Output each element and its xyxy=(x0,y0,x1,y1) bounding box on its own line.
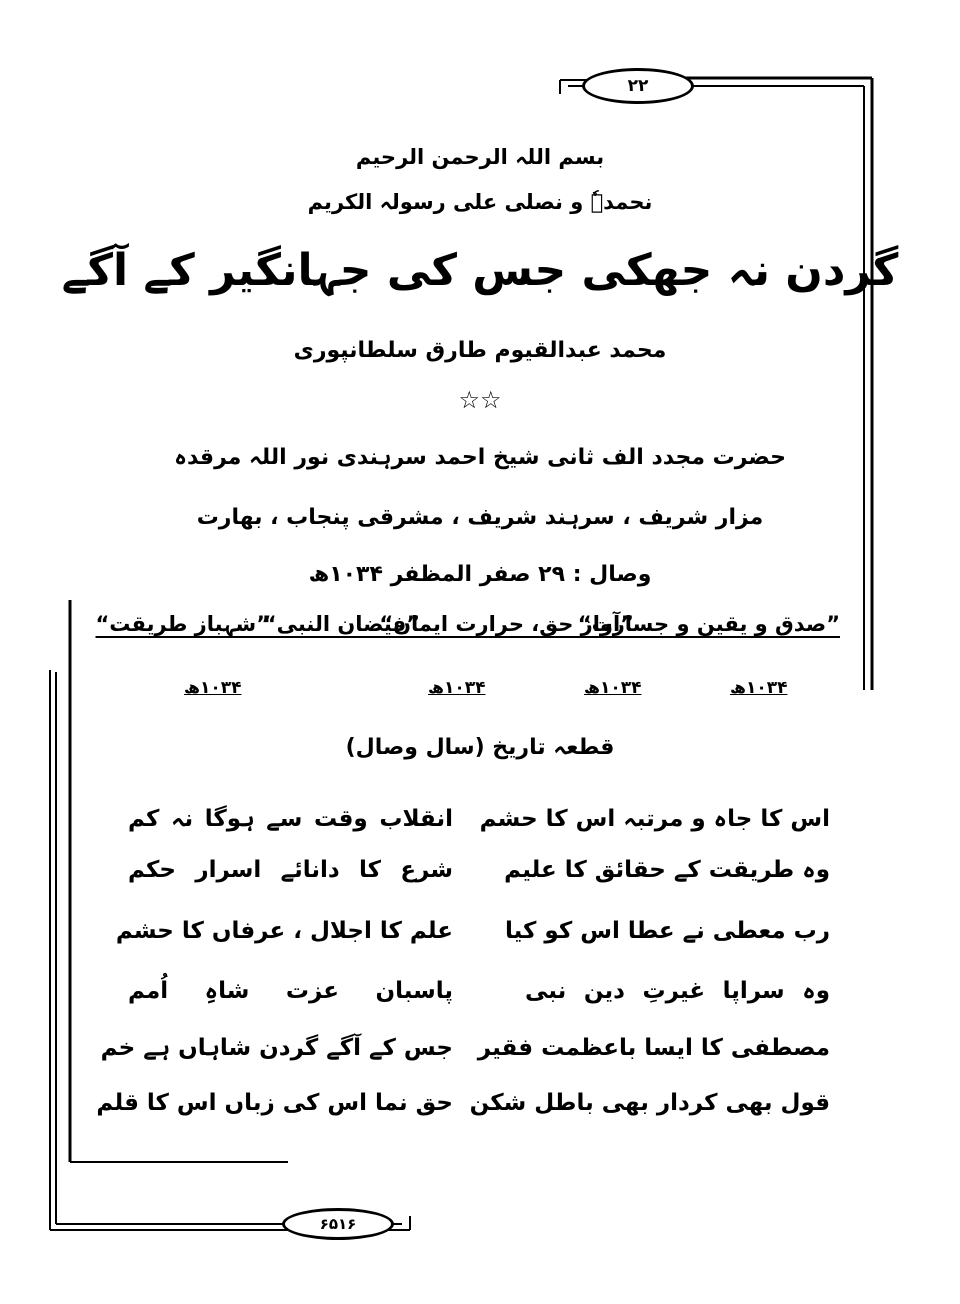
chronogram-year: ۱۰۳۴ھ xyxy=(584,678,642,698)
chronogram-year: ۱۰۳۴ھ xyxy=(730,678,788,698)
bismillah: بسم اللہ الرحمن الرحیم xyxy=(355,145,605,169)
verse-line: اس کا جاہ و مرتبہ اس کا حشم xyxy=(479,806,830,832)
death-date: وصال : ۲۹ صفر المظفر ۱۰۳۴ھ xyxy=(308,562,652,587)
chronogram-title: ”فیضان النبی“ xyxy=(262,612,420,636)
chronogram-title: ”شہباز طریقت“ xyxy=(95,612,270,636)
verse-line: شرع کا دانائے اسرار حکم xyxy=(128,857,453,883)
verse-line: پاسبان عزت شاہِ اُمم xyxy=(128,978,453,1004)
verse-line: علم کا اجلال ، عرفاں کا حشم xyxy=(115,918,453,944)
chronogram-year: ۱۰۳۴ھ xyxy=(184,678,242,698)
verse-line: رب معطی نے عطا اس کو کیا xyxy=(505,918,830,944)
page-number-top xyxy=(582,68,694,104)
page-title: گردن نہ جھکی جس کی جہانگیر کے آگے xyxy=(61,245,899,296)
chronogram-titles xyxy=(95,612,840,652)
author-name: محمد عبدالقیوم طارق سلطانپوری xyxy=(293,338,667,363)
page-number-top-text: ۲۲ xyxy=(627,76,649,96)
page-number-bottom xyxy=(282,1208,394,1240)
shrine-location: مزار شریف ، سرہند شریف ، مشرقی پنجاب ، بھارت xyxy=(196,505,764,530)
chronogram-title: ”آواز حق، حرارت ایمان“ xyxy=(379,612,634,636)
salutation: نحمدہٗ و نصلی علی رسولہ الکریم xyxy=(307,190,653,214)
poem-heading: قطعہ تاریخ (سال وصال) xyxy=(345,735,615,760)
chronogram-title: ”صدق و یقین و جسارت“ xyxy=(577,612,840,636)
stars-divider: ☆☆ xyxy=(458,386,502,414)
chronogram-year: ۱۰۳۴ھ xyxy=(428,678,486,698)
verse-line: وہ طریقت کے حقائق کا علیم xyxy=(504,857,830,883)
verse-line: انقلاب وقت سے ہوگا نہ کم xyxy=(128,806,453,832)
verse-line: مصطفی کا ایسا باعظمت فقیر xyxy=(477,1035,830,1061)
verse-line: قول بھی کردار بھی باطل شکن xyxy=(469,1090,830,1116)
verse-line: جس کے آگے گردن شاہاں ہے خم xyxy=(100,1035,453,1061)
subject-name: حضرت مجدد الف ثانی شیخ احمد سرہندی نور اللہ مرقدہ xyxy=(174,445,786,470)
page-number-bottom-text: ۶۵۱۶ xyxy=(319,1215,357,1233)
verse-line: وہ سراپا غیرتِ دین نبی xyxy=(525,978,830,1004)
verse-line: حق نما اس کی زباں اس کا قلم xyxy=(96,1090,453,1116)
